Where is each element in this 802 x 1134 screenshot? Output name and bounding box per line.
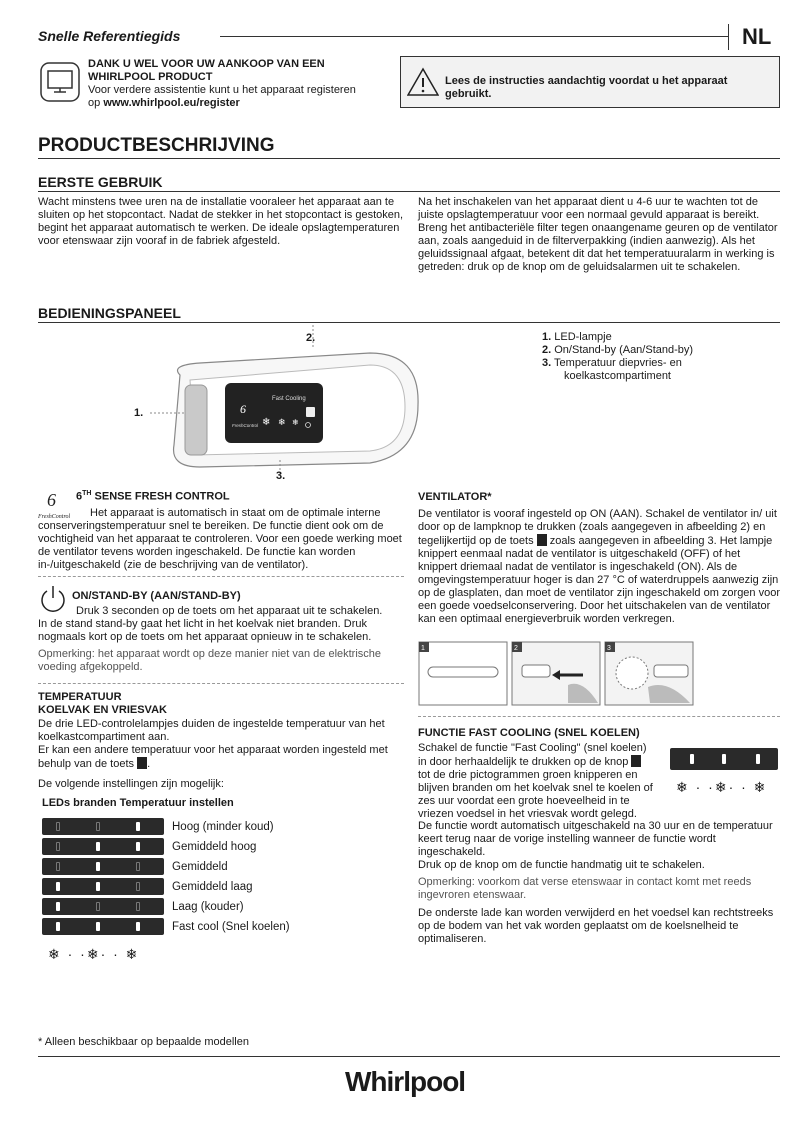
- divider: [38, 683, 404, 684]
- temperature-key-icon: [137, 757, 147, 769]
- first-use-left: Wacht minstens twee uren na de installatie vooraleer het apparaat aan te sluiten op het stopcontact. Nadat de stekker in het stopcontact is gestoken, begint het apparaat automatisch te werken. De ideale opslagtemperaturen voor etenswaar zijn vooraf in de fabriek afgesteld.: [38, 196, 404, 247]
- led-table-label: Gemiddeld laag: [172, 881, 253, 893]
- fast-cooling-icons: ❄ · ·❄· · ❄: [676, 779, 768, 795]
- led-indicator: [42, 858, 164, 875]
- led-table-row: [42, 837, 292, 857]
- whirlpool-logo: Whirlpool: [345, 1066, 466, 1097]
- divider: [418, 716, 780, 717]
- fan-text1: De ventilator is vooraf ingesteld op ON (AAN). Schakel de ventilator in/ uit door op de lampknop te drukken (zoals aangegeven in afbeelding 2) en tegelijkertijd op de toets: [418, 508, 777, 547]
- panel-title: BEDIENINGSPANEEL: [38, 305, 181, 321]
- led-on: [56, 922, 60, 931]
- led-off: [56, 822, 60, 831]
- sixth-sense-title: 6TH SENSE FRESH CONTROL: [76, 490, 230, 503]
- fast-cooling-key-icon: [631, 755, 641, 767]
- led-table-row: [42, 897, 292, 917]
- led-off: [56, 862, 60, 871]
- power-icon: [38, 584, 68, 614]
- led-on: [96, 842, 100, 851]
- callout-3: 3.: [276, 470, 286, 482]
- panel-item-num: 1.: [542, 331, 552, 343]
- register-link[interactable]: www.whirlpool.eu/register: [103, 97, 240, 109]
- header-divider: [728, 24, 729, 50]
- led-table: [42, 817, 292, 937]
- fan-key-icon: [537, 534, 547, 546]
- led-table-label: Hoog (minder koud): [172, 821, 274, 833]
- led-table-label: Fast cool (Snel koelen): [172, 921, 290, 933]
- led-indicator: [42, 838, 164, 855]
- fan-title: VENTILATOR*: [418, 491, 492, 503]
- standby-note: Opmerking: het apparaat wordt op deze manier niet van de elektrische voeding afgekoppeld.: [38, 648, 382, 673]
- divider: [38, 576, 404, 577]
- thanks-line1: DANK U WEL VOOR UW AANKOOP VAN EEN: [88, 58, 325, 70]
- led-on: [56, 902, 60, 911]
- led-off: [96, 902, 100, 911]
- led-table-label: Gemiddeld hoog: [172, 841, 257, 853]
- warning-box: [400, 56, 780, 108]
- product-rule: [38, 158, 780, 159]
- first-use-title: EERSTE GEBRUIK: [38, 174, 163, 190]
- callout-2: 2.: [306, 332, 316, 344]
- temperature-subtitle: KOELVAK EN VRIESVAK: [38, 704, 167, 716]
- temperature-text1: De drie LED-controlelampjes duiden de ingestelde temperatuur van het koelkastcompartiment aan.: [38, 718, 385, 743]
- led-on: [136, 842, 140, 851]
- screen-label: Fast Cooling: [272, 396, 306, 402]
- fast-cooling-text4: De onderste lade kan worden verwijderd en het voedsel kan rechtstreeks op de bodem van het vak worden geplaatst om de koelsnelheid te optimaliseren.: [418, 907, 774, 945]
- led-on: [136, 922, 140, 931]
- panel-rule: [38, 322, 780, 323]
- header-title: Snelle Referentiegids: [38, 28, 181, 44]
- led-table-row: [42, 817, 292, 837]
- panel-item-num: 2.: [542, 344, 552, 356]
- warning-text: Lees de instructies aandachtig voordat u het apparaat gebruikt.: [445, 75, 728, 100]
- first-use-rule: [38, 191, 780, 192]
- temperature-text3: De volgende instellingen zijn mogelijk:: [38, 778, 224, 790]
- led-table-row: [42, 877, 292, 897]
- callout-1: 1.: [134, 407, 144, 419]
- snowflake-icon: ❄: [292, 418, 299, 427]
- sixth-sense-logo-text: FreshControl: [38, 514, 71, 520]
- thanks-line3: Voor verdere assistentie kunt u het apparaat registeren: [88, 84, 356, 96]
- temperature-title: TEMPERATUUR: [38, 691, 122, 703]
- screen-icon: 6: [240, 402, 246, 416]
- thanks-line2: WHIRLPOOL PRODUCT: [88, 71, 213, 83]
- svg-text:6: 6: [47, 490, 56, 510]
- led-table-label: Gemiddeld: [172, 861, 228, 873]
- panel-item-num: 3.: [542, 357, 552, 369]
- fast-cooling-led-display: [670, 748, 778, 770]
- header-rule: [220, 36, 728, 37]
- control-panel-illustration: [130, 325, 420, 485]
- led-off: [96, 822, 100, 831]
- panel-item-text: Temperatuur diepvries- en koelkastcompartiment: [554, 357, 682, 382]
- led-on: [136, 822, 140, 831]
- standby-text1: Druk 3 seconden op de toets om het apparaat uit te schakelen.: [76, 605, 383, 617]
- fan-text-block: [418, 508, 780, 626]
- fast-cooling-title: FUNCTIE FAST COOLING (SNEL KOELEN): [418, 727, 640, 739]
- temperature-table-header: LEDs branden Temperatuur instellen: [42, 797, 234, 809]
- led-on: [96, 862, 100, 871]
- monitor-icon: [40, 62, 80, 102]
- led-indicator: [42, 878, 164, 895]
- fast-cooling-text1: Schakel de functie "Fast Cooling" (snel koelen) in door herhaaldelijk te drukken op de knop: [418, 742, 647, 768]
- fast-cooling-note: Opmerking: voorkom dat verse etenswaar in contact komt met reeds ingevroren etenswaar.: [418, 876, 752, 901]
- fan-text1b: zoals aangegeven in afbeelding 3. Het lampje knippert eenmaal nadat de ventilator is uitgeschakeld (OFF) of het knippert driemaal nadat de ventilator is ingeschakeld (ON). Als de omgevingstemperatuur hoger is dan 27 °C of waterdruppels aanwezig zijn op de glasplaten, dan moet de ventilator zijn ingeschakeld om zorgen voor een goede voedselconservering. Door het uitschakelen van de ventilator kan een optimaal energieverbruik worden verkregen.: [418, 535, 781, 625]
- led-off: [56, 842, 60, 851]
- panel-item-text: LED-lampje: [554, 331, 612, 343]
- fast-cooling-text1b: tot de drie pictogrammen groen knipperen en blijven branden om het koelvak snel te koelen of zes uur voordat een grote hoeveelheid in te vriezen voedsel in het vriesvak wordt gelegd.: [418, 769, 653, 820]
- product-title: PRODUCTBESCHRIJVING: [38, 135, 275, 156]
- thanks-line4-prefix: op: [88, 97, 101, 109]
- fan-fig-label: 1: [421, 645, 425, 652]
- footer-rule: [38, 1056, 780, 1057]
- panel-legend: [542, 331, 742, 383]
- temperature-icons: ❄ · ·❄· · ❄: [48, 946, 140, 962]
- language-code: NL: [742, 24, 772, 49]
- led-table-label: Laag (kouder): [172, 901, 244, 913]
- first-use-right: Na het inschakelen van het apparaat dient u 4-6 uur te wachten tot de juiste opslagtemperatuur voor een normaal gevuld apparaat is bereikt. Breng het antibacteriële filter tegen onaangename geuren op de ventilator aan, zoals aangeduid in de filterverpakking (indien aanwezig). Als het geluidssignaal afgaat, betekent dit dat het temperatuuralarm in werking is getreden: druk op de knop om de geluidsalarmen uit te schakelen.: [418, 196, 778, 273]
- temperature-text2-block: Er kan een andere temperatuur voor het apparaat worden ingesteld met behulp van de toets .: [38, 744, 388, 770]
- led-table-row: [42, 917, 292, 937]
- led-off: [136, 902, 140, 911]
- fan-figures: [418, 641, 694, 706]
- led-on: [96, 922, 100, 931]
- led-indicator: [42, 918, 164, 935]
- snowflake-icon: ❄: [278, 417, 286, 427]
- fast-cooling-text-block: [418, 742, 654, 821]
- fast-cooling-text2: De functie wordt automatisch uitgeschakeld na 30 uur en de temperatuur keert terug naar de vorige instelling wanneer de functie wordt ingeschakeld.: [418, 820, 773, 858]
- led-table-row: [42, 857, 292, 877]
- fan-fig-label: 3: [607, 645, 611, 652]
- standby-title: ON/STAND-BY (AAN/STAND-BY): [72, 590, 241, 602]
- led-off: [136, 882, 140, 891]
- fan-fig-label: 2: [514, 645, 518, 652]
- led-on: [96, 882, 100, 891]
- sixth-sense-text: Het apparaat is automatisch in staat om de optimale interne conserveringstemperatuur snel te bereiken. De functie dient ook om de vochtigheid van het apparaat te controleren. Voor een goede werking moet de ventilator tevens worden ingeschakeld. De functie kan worden in-/uitgeschakeld (zie de beschrijving van de ventilator).: [38, 507, 402, 571]
- temperature-text2: Er kan een andere temperatuur voor het apparaat worden ingesteld met behulp van de toets: [38, 744, 388, 770]
- warning-icon: [407, 67, 439, 97]
- footer-note: * Alleen beschikbaar op bepaalde modellen: [38, 1036, 249, 1048]
- panel-item-text: On/Stand-by (Aan/Stand-by): [554, 344, 694, 356]
- on-standby-key[interactable]: [306, 407, 315, 417]
- snowflake-icon: ❄: [262, 417, 271, 428]
- led-on: [56, 882, 60, 891]
- fast-cooling-text3: Druk op de knop om de functie handmatig uit te schakelen.: [418, 859, 705, 871]
- led-indicator: [42, 898, 164, 915]
- led-indicator: [42, 818, 164, 835]
- standby-text2: In de stand stand-by gaat het licht in het koelvak niet branden. Druk nogmaals kort op de toets om het apparaat opnieuw in te schakelen.: [38, 618, 372, 643]
- led-off: [136, 862, 140, 871]
- thanks-block: [88, 58, 388, 110]
- screen-brand: FreshControl: [232, 423, 259, 428]
